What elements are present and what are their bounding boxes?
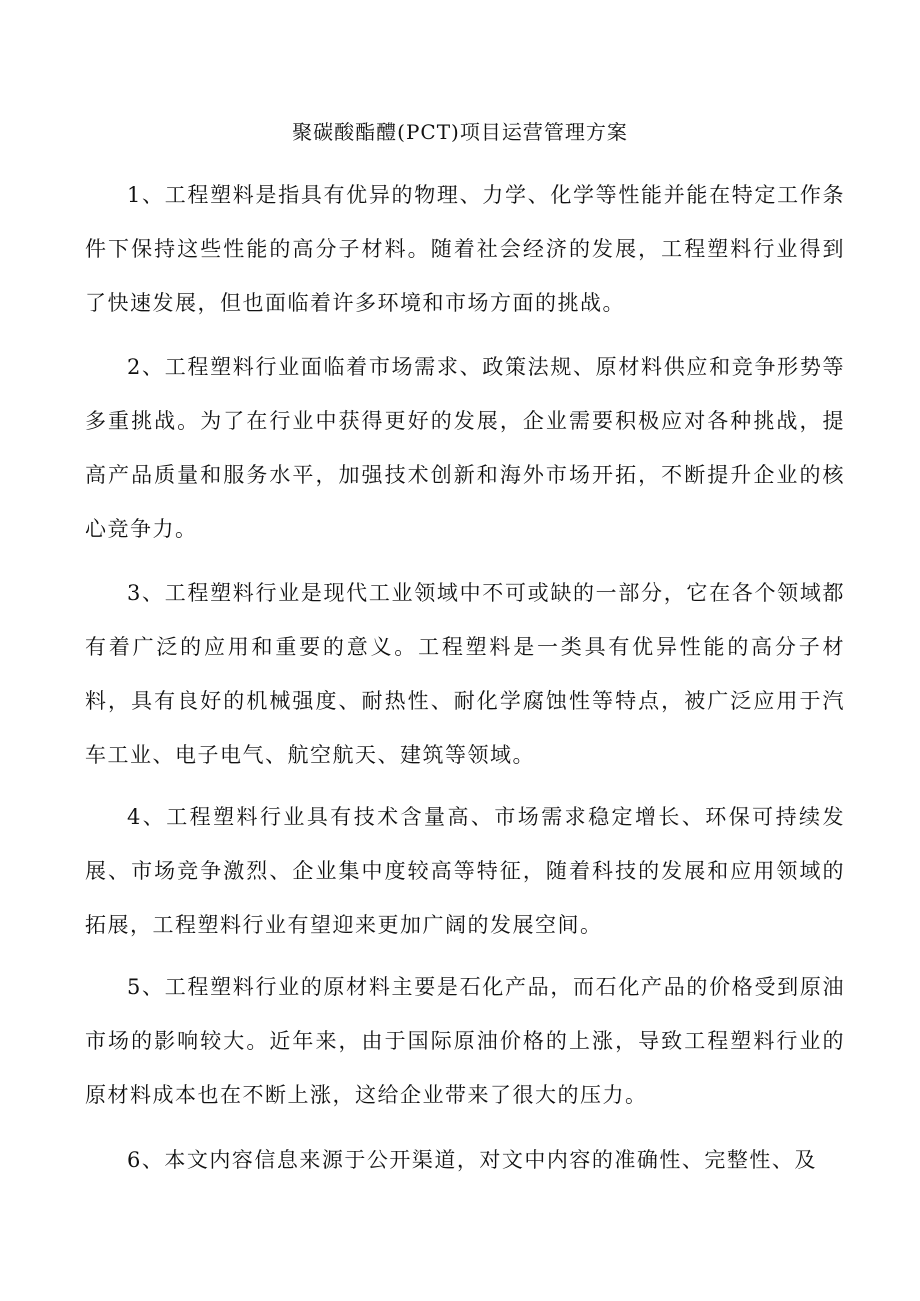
paragraph-5: 5、工程塑料行业的原材料主要是石化产品，而石化产品的价格受到原油市场的影响较大。近年来，由于国际原油价格的上涨，导致工程塑料行业的原材料成本也在不断上涨，这给企业带来了很大的压力。 — [85, 975, 845, 1107]
document-title: 聚碳酸酯醴(PCT)项目运营管理方案 — [292, 120, 628, 144]
paragraph-1: 1、工程塑料是指具有优异的物理、力学、化学等性能并能在特定工作条件下保持这些性能的高分子材料。随着社会经济的发展，工程塑料行业得到了快速发展，但也面临着许多环境和市场方面的挑战。 — [85, 183, 845, 315]
paragraph-6: 6、本文内容信息来源于公开渠道，对文中内容的准确性、完整性、及 — [127, 1148, 817, 1172]
paragraph-3: 3、工程塑料行业是现代工业领域中不可或缺的一部分，它在各个领域都有着广泛的应用和重要的意义。工程塑料是一类具有优异性能的高分子材料，具有良好的机械强度、耐热性、耐化学腐蚀性等特点，被广泛应用于汽车工业、电子电气、航空航天、建筑等领域。 — [85, 581, 845, 767]
paragraph-4: 4、工程塑料行业具有技术含量高、市场需求稳定增长、环保可持续发展、市场竞争激烈、企业集中度较高等特征，随着科技的发展和应用领域的拓展，工程塑料行业有望迎来更加广阔的发展空间。 — [85, 805, 845, 937]
paragraph-2: 2、工程塑料行业面临着市场需求、政策法规、原材料供应和竞争形势等多重挑战。为了在行业中获得更好的发展，企业需要积极应对各种挑战，提高产品质量和服务水平，加强技术创新和海外市场开拓，不断提升企业的核心竞争力。 — [85, 355, 845, 541]
